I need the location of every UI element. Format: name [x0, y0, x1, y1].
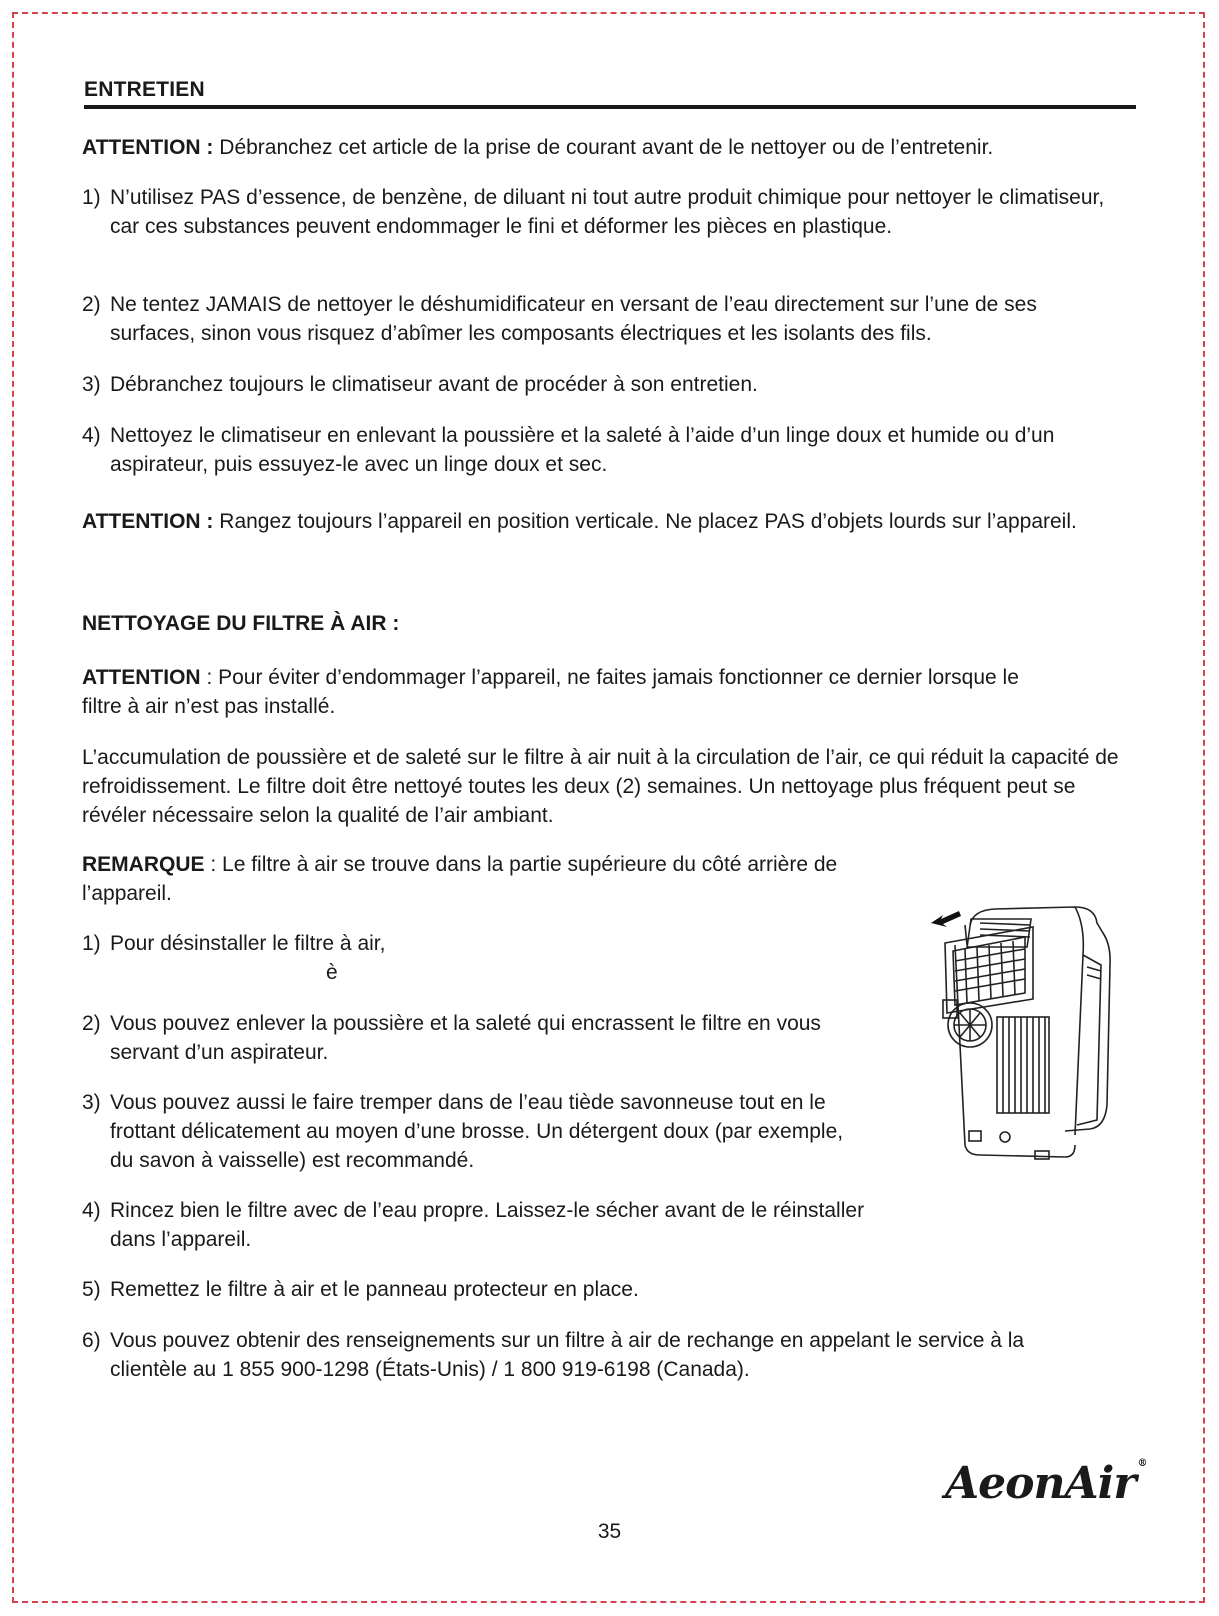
list-item	[82, 1326, 1032, 1384]
attention-label: ATTENTION :	[82, 136, 214, 159]
list-item	[82, 1009, 862, 1067]
item-number: 4)	[82, 1199, 101, 1222]
item-number: 1)	[82, 186, 101, 209]
item-text: Pour désinstaller le filtre à air,	[110, 932, 386, 955]
item-text: Débranchez toujours le climatiseur avant de procéder à son entretien.	[110, 373, 758, 396]
item-number: 2)	[82, 293, 101, 316]
list-item	[82, 1088, 872, 1175]
list-item	[82, 290, 1122, 348]
attention-text: Rangez toujours l’appareil en position verticale. Ne placez PAS d’objets lourds sur l’appareil.	[213, 510, 1077, 533]
list-item	[82, 1196, 872, 1254]
attention-label: ATTENTION :	[82, 510, 214, 533]
item-text: Ne tentez JAMAIS de nettoyer le déshumidificateur en versant de l’eau directement sur l’une de ses surfaces, sinon vous risquez d’abîmer les composants électriques et les isolants des fils.	[110, 293, 1037, 345]
item-text: Remettez le filtre à air et le panneau protecteur en place.	[110, 1278, 639, 1301]
list-item	[82, 421, 1122, 479]
remarque-note	[82, 850, 842, 908]
page-number: 35	[597, 1520, 622, 1543]
item-number: 3)	[82, 373, 101, 396]
accumulation-paragraph: L’accumulation de poussière et de saleté sur le filtre à air nuit à la circulation de l’air, ce qui réduit la capacité de refroidissement. Le filtre doit être nettoyé toutes les deux (2) semaines. Un nettoyage plus fréquent peut se révéler nécessaire selon la qualité de l’air ambiant.	[82, 746, 1119, 827]
aeonair-logo	[945, 1458, 1147, 1509]
section-title: ENTRETIEN	[84, 78, 1136, 109]
list-item	[82, 929, 862, 958]
attention-text: : Pour éviter d’endommager l’appareil, ne faites jamais fonctionner ce dernier lorsque le filtre à air n’est pas installé.	[82, 666, 1019, 718]
list-item	[82, 370, 1122, 399]
item-text: Vous pouvez enlever la poussière et la saleté qui encrassent le filtre en vous servant d’un aspirateur.	[110, 1012, 821, 1064]
attention-text: Débranchez cet article de la prise de courant avant de le nettoyer ou de l’entretenir.	[213, 136, 994, 159]
item-text: Vous pouvez aussi le faire tremper dans de l’eau tiède savonneuse tout en le frottant délicatement au moyen d’une brosse. Un détergent doux (par exemple, du savon à vaisselle) est recommandé.	[110, 1091, 844, 1172]
item-number: 5)	[82, 1278, 101, 1301]
remarque-text: : Le filtre à air se trouve dans la partie supérieure du côté arrière de l’appareil.	[82, 853, 838, 905]
filter-section-title: NETTOYAGE DU FILTRE À AIR :	[82, 612, 400, 635]
attention-notice-1	[82, 133, 1142, 162]
item-number: 2)	[82, 1012, 101, 1035]
attention-label: ATTENTION	[82, 666, 201, 689]
remarque-label: REMARQUE	[82, 853, 205, 876]
list-item	[82, 1275, 1122, 1304]
attention-notice-2	[82, 507, 1122, 536]
stray-character: è	[326, 961, 338, 984]
item-text: N’utilisez PAS d’essence, de benzène, de diluant ni tout autre produit chimique pour nettoyer le climatiseur, car ces substances peuvent endommager le fini et déformer les pièces en plastique.	[110, 186, 1105, 238]
registered-mark: ®	[1137, 1458, 1147, 1469]
item-text: Rincez bien le filtre avec de l’eau propre. Laissez-le sécher avant de le réinstaller dans l’appareil.	[110, 1199, 865, 1251]
item-number: 1)	[82, 932, 101, 955]
logo-text: AeonAir	[945, 1458, 1136, 1509]
list-item	[82, 183, 1122, 241]
attention-notice-3	[82, 663, 1042, 721]
item-text: Nettoyez le climatiseur en enlevant la poussière et la saleté à l’aide d’un linge doux et humide ou d’un aspirateur, puis essuyez-le avec un linge doux et sec.	[110, 424, 1055, 476]
item-number: 6)	[82, 1329, 101, 1352]
item-text: Vous pouvez obtenir des renseignements sur un filtre à air de rechange en appelant le service à la clientèle au 1 855 900-1298 (États-Unis) / 1 800 919-6198 (Canada).	[110, 1329, 1025, 1381]
item-number: 4)	[82, 424, 101, 447]
air-conditioner-filter-illustration	[925, 905, 1135, 1175]
item-number: 3)	[82, 1091, 101, 1114]
